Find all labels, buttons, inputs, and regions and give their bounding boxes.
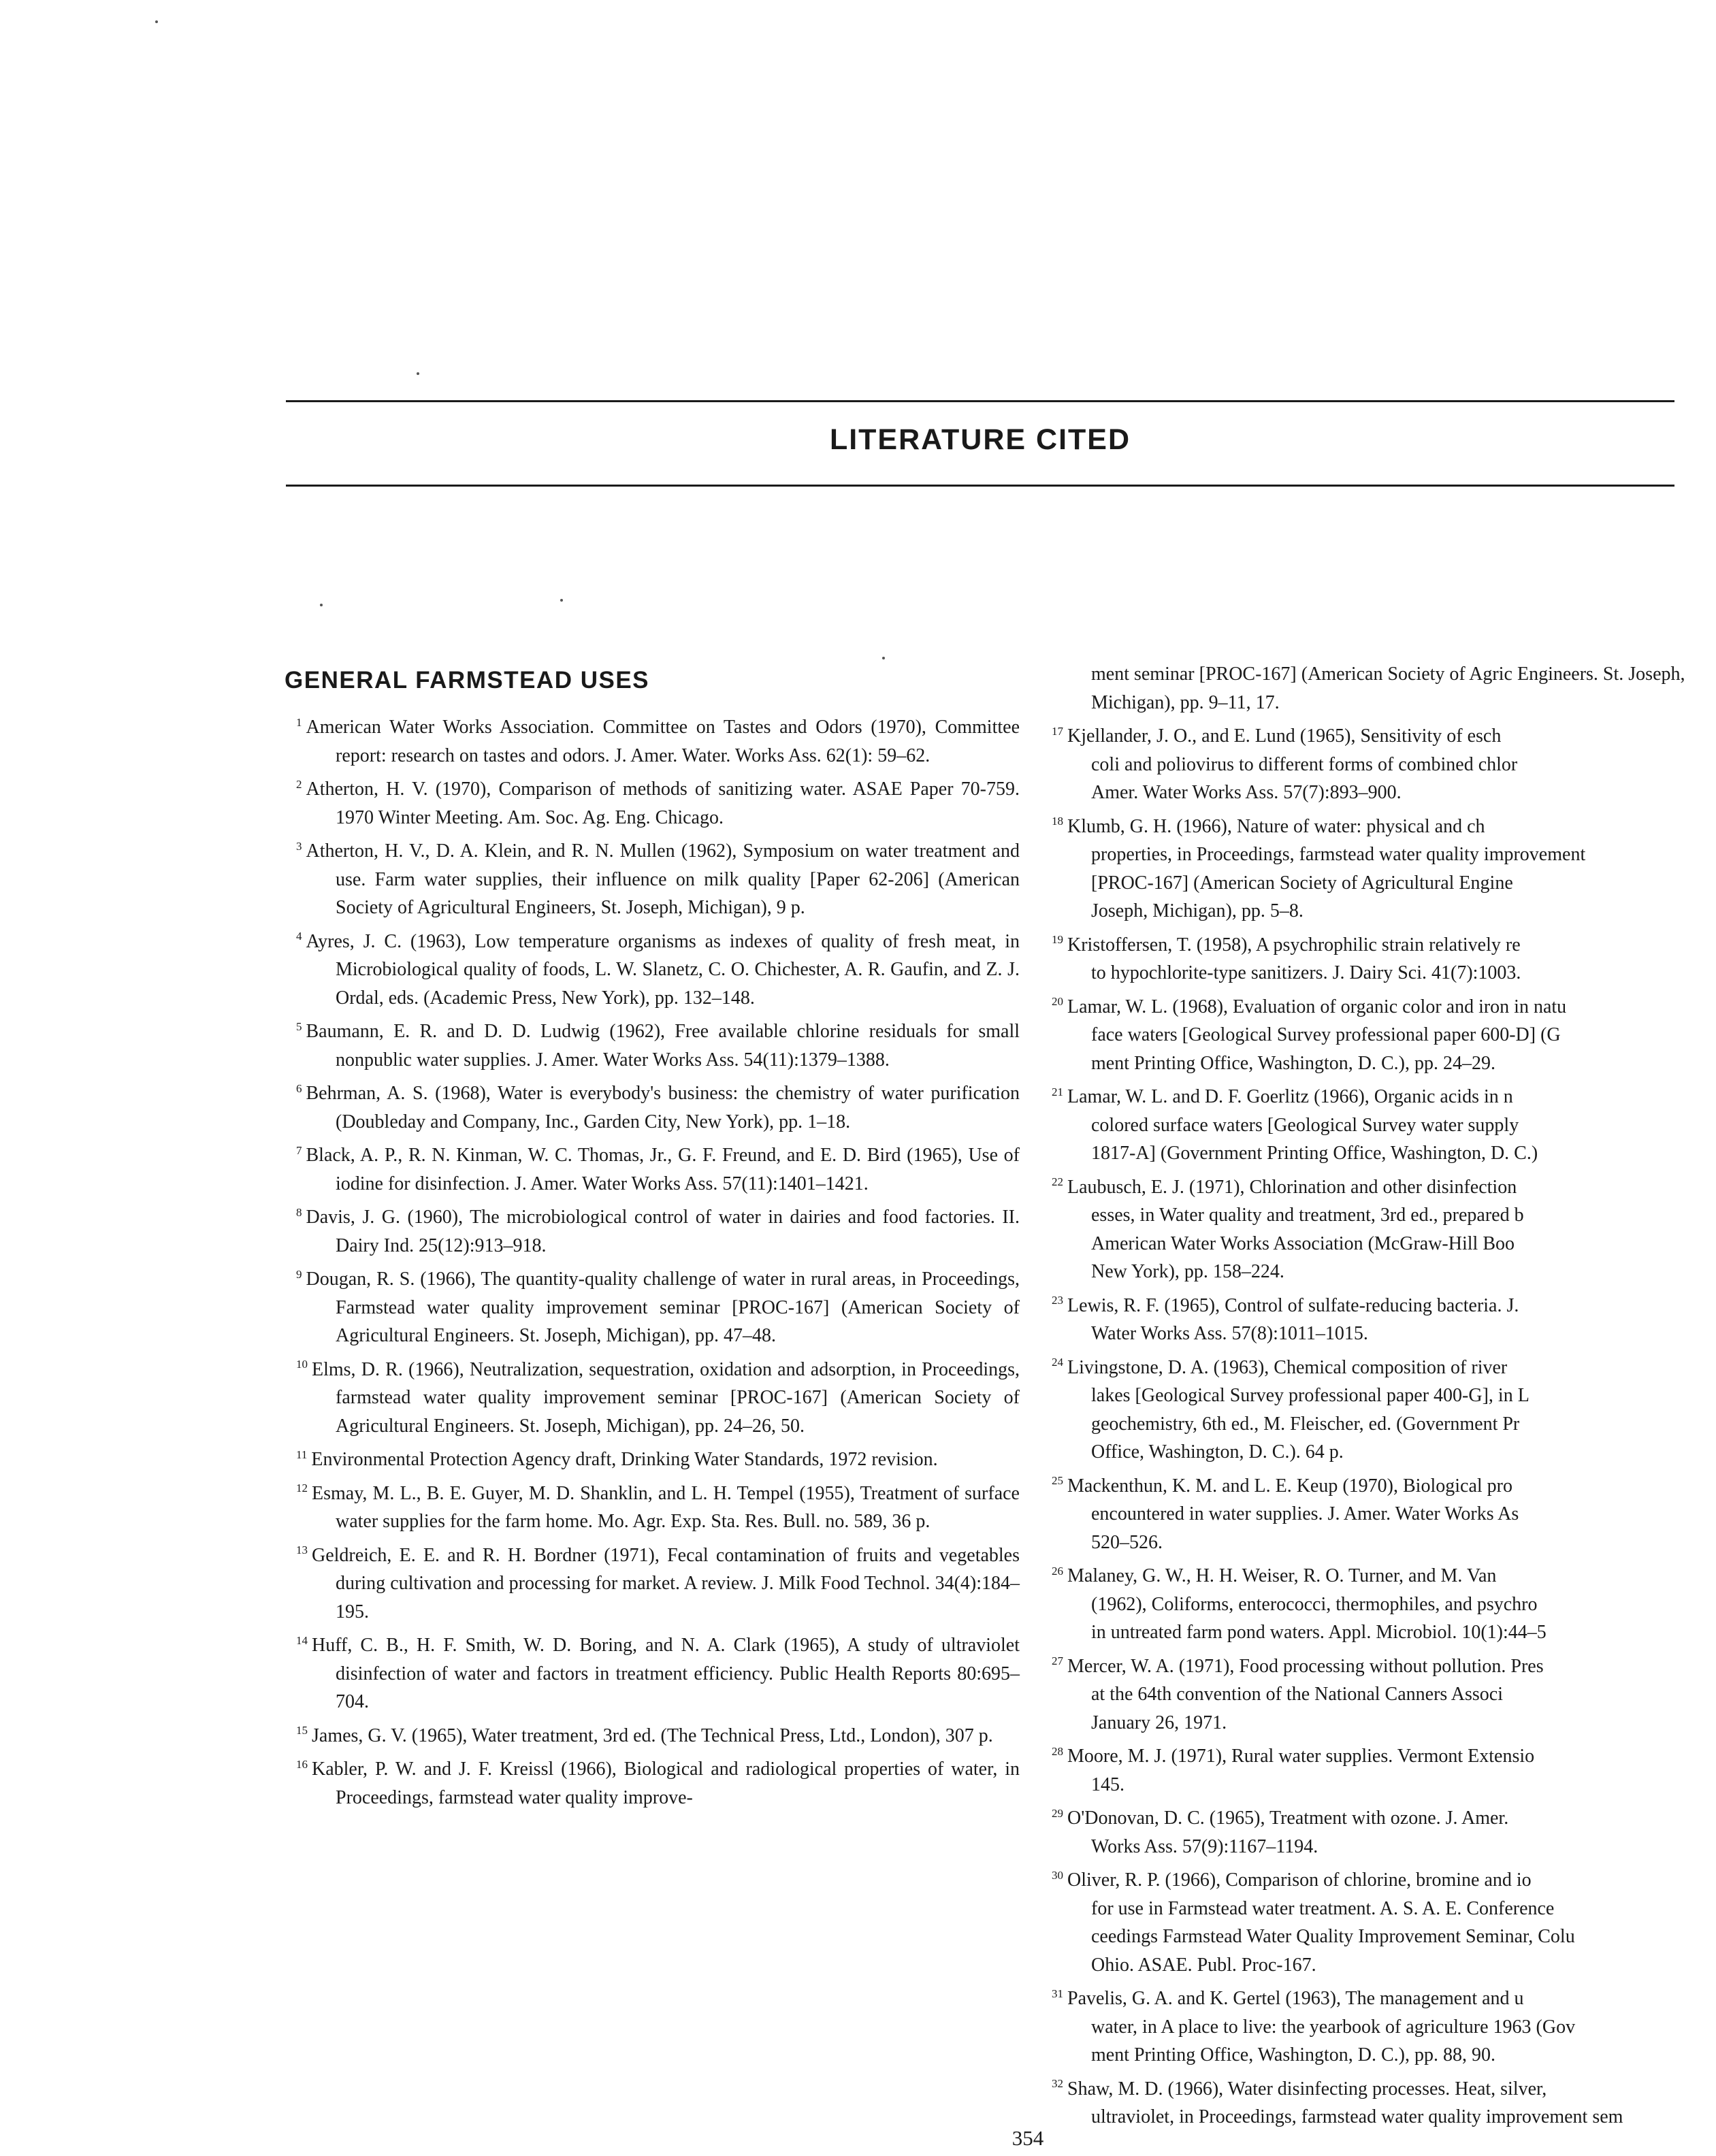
reference-number: 27 [1052,1654,1063,1668]
reference-text: Malaney, G. W., H. H. Weiser, R. O. Turner, and M. Van [1067,1565,1497,1586]
reference-text: water, in A place to live: the yearbook of agriculture 1963 (Gov [1091,2016,1576,2038]
reference-number: 28 [1052,1744,1063,1758]
reference-item [285,1541,1020,1627]
reference-number: 25 [1052,1474,1063,1488]
reference-line [1091,1258,1716,1286]
reference-number: 9 [296,1267,302,1281]
reference-line [1091,751,1716,779]
reference-text: Geldreich, E. E. and R. H. Bordner (1971), Fecal contamination of fruits and vegetables during cultivation and processing for market. A review. J. Milk Food Technol. 34(4):184–195. [312,1544,1020,1622]
reference-first-line [1052,993,1716,1022]
reference-first-line [1052,1354,1716,1382]
reference-number: 3 [296,839,302,853]
reference-first-line [1052,1083,1716,1111]
left-column [285,660,1020,1817]
reference-number: 20 [1052,995,1063,1009]
reference-line [1091,1201,1716,1230]
reference-item [285,1446,1020,1474]
reference-text: Oliver, R. P. (1966), Comparison of chlorine, bromine and io [1067,1869,1532,1891]
reference-first-line [1052,1652,1716,1681]
reference-text: Elms, D. R. (1966), Neutralization, sequestration, oxidation and adsorption, in Proceedings, farmstead water quality improvement seminar [PROC-167] (American Society of Agricultural Engineers. St. Joseph, Michigan), pp. 24–26, 50. [312,1358,1020,1437]
reference-item [285,1079,1020,1136]
reference-item [1040,1292,1716,1348]
reference-number: 8 [296,1205,302,1219]
page-title: LITERATURE CITED [829,423,1131,456]
reference-line [1091,1049,1716,1078]
reference-number: 1 [296,715,302,729]
reference-line [1091,1895,1716,1923]
reference-text: Works Ass. 57(9):1167–1194. [1091,1835,1318,1857]
reference-line [1091,1833,1716,1861]
page-number: 354 [1011,2126,1044,2150]
reference-text: James, G. V. (1965), Water treatment, 3rd ed. (The Technical Press, Ltd., London), 307 p. [312,1725,993,1746]
reference-number: 16 [296,1757,308,1771]
reference-item [1040,1354,1716,1467]
reference-text: Ohio. ASAE. Publ. Proc-167. [1091,1954,1316,1976]
reference-text: Baumann, E. R. and D. D. Ludwig (1962), Free available chlorine residuals for small nonpublic water supplies. J. Amer. Water Works Ass. 54(11):1379–1388. [306,1021,1020,1071]
reference-text: for use in Farmstead water treatment. A. S. A. E. Conference [1091,1897,1555,1919]
reference-text: Huff, C. B., H. F. Smith, W. D. Boring, and N. A. Clark (1965), A study of ultraviolet disinfection of water and factors in treatment efficiency. Public Health Reports 80:695–704. [312,1635,1020,1712]
reference-number: 32 [1052,2077,1063,2091]
reference-continuation [1040,660,1716,717]
reference-item [285,1356,1020,1441]
reference-item [285,837,1020,922]
reference-text: Laubusch, E. J. (1971), Chlorination and other disinfection [1067,1176,1517,1198]
reference-line [1091,1951,1716,1980]
reference-text: Ayres, J. C. (1963), Low temperature organisms as indexes of quality of fresh meat, in Microbiological quality of foods, L. W. Slanetz, C. O. Chichester, A. R. Gaufin, and Z. J. Ordal, eds. (Academic Press, New York), pp. 132–148. [306,930,1020,1009]
reference-line [1091,1382,1716,1410]
reference-text: Mercer, W. A. (1971), Food processing without pollution. Pres [1067,1655,1544,1677]
reference-number: 18 [1052,815,1063,828]
reference-text: January 26, 1971. [1091,1712,1227,1733]
reference-line [1091,779,1716,807]
reference-text: Klumb, G. H. (1966), Nature of water: physical and ch [1067,815,1485,837]
reference-text: American Water Works Association (McGraw-Hill Boo [1091,1232,1515,1254]
reference-text: Behrman, A. S. (1968), Water is everybody's business: the chemistry of water purification (Doubleday and Company, Inc., Garden City, New York), pp. 1–18. [306,1083,1020,1132]
reference-item [1040,1984,1716,2070]
reference-line [1091,1500,1716,1529]
reference-first-line [1052,931,1716,960]
reference-number: 11 [296,1448,308,1461]
scan-speck [417,372,419,375]
reference-text: Kristoffersen, T. (1958), A psychrophilic strain relatively re [1067,934,1521,956]
reference-item [285,1722,1020,1750]
reference-line [1091,2013,1716,2042]
reference-text: to hypochlorite-type sanitizers. J. Dairy Sci. 41(7):1003. [1091,962,1521,983]
reference-first-line [1052,1804,1716,1833]
reference-first-line [1052,1562,1716,1590]
reference-text: Livingstone, D. A. (1963), Chemical composition of river [1067,1356,1508,1378]
reference-text: Lamar, W. L. (1968), Evaluation of organic color and iron in natu [1067,996,1567,1017]
reference-text: ment Printing Office, Washington, D. C.), pp. 88, 90. [1091,2044,1496,2065]
reference-item [1040,722,1716,807]
title-rule-bottom [286,485,1674,487]
reference-number: 12 [296,1482,308,1495]
reference-number: 22 [1052,1175,1063,1189]
reference-text: ceedings Farmstead Water Quality Improvement Seminar, Colu [1091,1926,1575,1947]
title-rule-top [286,400,1674,402]
reference-number: 17 [1052,724,1063,738]
reference-item [285,928,1020,1013]
reference-number: 29 [1052,1806,1063,1820]
reference-text: [PROC-167] (American Society of Agricultural Engine [1091,872,1513,894]
reference-item [285,1141,1020,1198]
reference-text: Esmay, M. L., B. E. Guyer, M. D. Shanklin, and L. H. Tempel (1955), Treatment of surface water supplies for the farm home. Mo. Agr. Exp. Sta. Res. Bull. no. 589, 36 p. [312,1482,1020,1532]
reference-text: Office, Washington, D. C.). 64 p. [1091,1441,1344,1463]
reference-line [1091,840,1716,869]
reference-continuation-text: ment seminar [PROC-167] (American Society of Agric Engineers. St. Joseph, Michigan), pp. 9–11, 17. [1091,664,1685,713]
reference-line [1091,1111,1716,1140]
reference-number: 24 [1052,1356,1063,1369]
reference-text: 520–526. [1091,1531,1163,1553]
reference-item [1040,1742,1716,1799]
reference-number: 15 [296,1724,308,1737]
reference-line [1091,1438,1716,1467]
reference-text: Kjellander, J. O., and E. Lund (1965), Sensitivity of esch [1067,725,1502,747]
reference-line [1091,1320,1716,1348]
reference-item [1040,1562,1716,1647]
reference-item [285,713,1020,770]
reference-item [1040,2075,1716,2132]
reference-number: 19 [1052,933,1063,947]
reference-text: coli and poliovirus to different forms of combined chlor [1091,753,1518,775]
reference-text: face waters [Geological Survey professional paper 600-D] (G [1091,1024,1561,1045]
reference-number: 13 [296,1544,308,1557]
reference-first-line [1052,813,1716,841]
reference-item [1040,1652,1716,1737]
reference-text: esses, in Water quality and treatment, 3rd ed., prepared b [1091,1205,1524,1226]
reference-item [285,1203,1020,1260]
reference-first-line [1052,1472,1716,1501]
reference-number: 2 [296,777,302,791]
reference-text: 145. [1091,1774,1124,1795]
reference-text: Atherton, H. V., D. A. Klein, and R. N. Mullen (1962), Symposium on water treatment and use. Farm water supplies, their influence on milk quality [Paper 62-206] (American Society of Agricultural Engineers, St. Joseph, Michigan), 9 p. [306,840,1020,918]
reference-line [1091,869,1716,898]
reference-line [1091,1771,1716,1799]
reference-first-line [1052,1984,1716,2013]
reference-text: geochemistry, 6th ed., M. Fleischer, ed. (Government Pr [1091,1413,1520,1435]
reference-text: 1817-A] (Government Printing Office, Washington, D. C.) [1091,1143,1538,1164]
reference-item [285,1265,1020,1350]
reference-text: American Water Works Association. Committee on Tastes and Odors (1970), Committee report: research on tastes and odors. J. Amer. Water. Works Ass. 62(1): 59–62. [306,717,1020,766]
reference-text: lakes [Geological Survey professional paper 400-G], in L [1091,1385,1529,1406]
reference-list-right [1040,722,1716,2132]
reference-item [1040,1083,1716,1168]
reference-line [1091,897,1716,926]
reference-item [285,775,1020,832]
reference-first-line [1052,1866,1716,1895]
reference-line [1091,959,1716,987]
reference-number: 31 [1052,1987,1063,2000]
reference-line [1091,2041,1716,2070]
reference-text: Dougan, R. S. (1966), The quantity-quality challenge of water in rural areas, in Proceedings, Farmstead water quality improvement seminar [PROC-167] (American Society of Agricultural Engineers. St. Joseph, Michigan), pp. 47–48. [306,1269,1020,1346]
reference-text: New York), pp. 158–224. [1091,1261,1284,1282]
reference-first-line [1052,1173,1716,1202]
reference-line [1091,1709,1716,1737]
reference-text: encountered in water supplies. J. Amer. Water Works As [1091,1503,1519,1524]
reference-text: at the 64th convention of the National Canners Associ [1091,1684,1503,1705]
reference-first-line [1052,2075,1716,2104]
reference-line [1091,1590,1716,1619]
reference-item [1040,993,1716,1078]
reference-text: (1962), Coliforms, enterococci, thermophiles, and psychro [1091,1593,1538,1615]
reference-item [285,1755,1020,1812]
reference-text: in untreated farm pond waters. Appl. Microbiol. 10(1):44–5 [1091,1622,1547,1643]
reference-item [1040,1866,1716,1979]
reference-text: Davis, J. G. (1960), The microbiological control of water in dairies and food factories. II. Dairy Ind. 25(12):913–918. [306,1207,1020,1256]
reference-number: 14 [296,1633,308,1647]
reference-text: Joseph, Michigan), pp. 5–8. [1091,900,1304,921]
reference-line [1091,2103,1716,2132]
reference-first-line [1052,722,1716,751]
scan-speck [560,599,563,602]
reference-text: ment Printing Office, Washington, D. C.), pp. 24–29. [1091,1052,1496,1074]
reference-number: 7 [296,1143,302,1157]
reference-item [285,1631,1020,1716]
reference-number: 30 [1052,1868,1063,1882]
scan-speck [882,657,885,659]
reference-line [1091,1618,1716,1647]
reference-text: O'Donovan, D. C. (1965), Treatment with ozone. J. Amer. [1067,1808,1509,1829]
reference-line [1091,1923,1716,1951]
reference-text: Moore, M. J. (1971), Rural water supplies. Vermont Extensio [1067,1746,1535,1767]
reference-item [285,1017,1020,1074]
reference-item [1040,1804,1716,1861]
reference-item [285,1480,1020,1536]
reference-line [1091,1680,1716,1709]
reference-text: Shaw, M. D. (1966), Water disinfecting processes. Heat, silver, [1067,2078,1547,2100]
reference-text: Amer. Water Works Ass. 57(7):893–900. [1091,782,1402,803]
reference-text: Lamar, W. L. and D. F. Goerlitz (1966), Organic acids in n [1067,1086,1513,1107]
reference-number: 26 [1052,1564,1063,1578]
reference-text: Atherton, H. V. (1970), Comparison of methods of sanitizing water. ASAE Paper 70-759. 1970 Winter Meeting. Am. Soc. Ag. Eng. Chicago. [306,779,1020,828]
reference-item [1040,1173,1716,1286]
reference-text: Environmental Protection Agency draft, Drinking Water Standards, 1972 revision. [311,1449,938,1470]
reference-text: Kabler, P. W. and J. F. Kreissl (1966), Biological and radiological properties of water, in Proceedings, farmstead water quality improve- [312,1759,1020,1808]
reference-first-line [1052,1742,1716,1771]
reference-text: Pavelis, G. A. and K. Gertel (1963), The management and u [1067,1988,1524,2009]
reference-number: 21 [1052,1085,1063,1098]
reference-text: properties, in Proceedings, farmstead water quality improvement [1091,844,1586,865]
reference-number: 4 [296,930,302,943]
reference-line [1091,1021,1716,1049]
reference-number: 10 [296,1358,308,1371]
scan-speck [155,20,158,23]
reference-line [1091,1230,1716,1258]
section-heading: GENERAL FARMSTEAD USES [285,667,650,693]
reference-text: Mackenthun, K. M. and L. E. Keup (1970), Biological pro [1067,1475,1512,1497]
reference-text: colored surface waters [Geological Survey water supply [1091,1114,1519,1136]
right-column [1040,660,1716,2137]
reference-text: ultraviolet, in Proceedings, farmstead water quality improvement sem [1091,2106,1623,2127]
reference-item [1040,931,1716,987]
reference-line [1091,1410,1716,1439]
reference-text: Lewis, R. F. (1965), Control of sulfate-reducing bacteria. J. [1067,1294,1519,1316]
reference-number: 6 [296,1081,302,1095]
reference-number: 5 [296,1019,302,1033]
reference-first-line [1052,1292,1716,1320]
reference-item [1040,1472,1716,1557]
reference-item [1040,813,1716,926]
reference-number: 23 [1052,1294,1063,1307]
reference-line [1091,1529,1716,1557]
reference-line [1091,1139,1716,1168]
reference-text: Black, A. P., R. N. Kinman, W. C. Thomas, Jr., G. F. Freund, and E. D. Bird (1965), Use of iodine for disinfection. J. Amer. Water Works Ass. 57(11):1401–1421. [306,1145,1020,1194]
scan-speck [320,604,323,606]
reference-list-left [285,713,1020,1812]
reference-text: Water Works Ass. 57(8):1011–1015. [1091,1323,1368,1344]
